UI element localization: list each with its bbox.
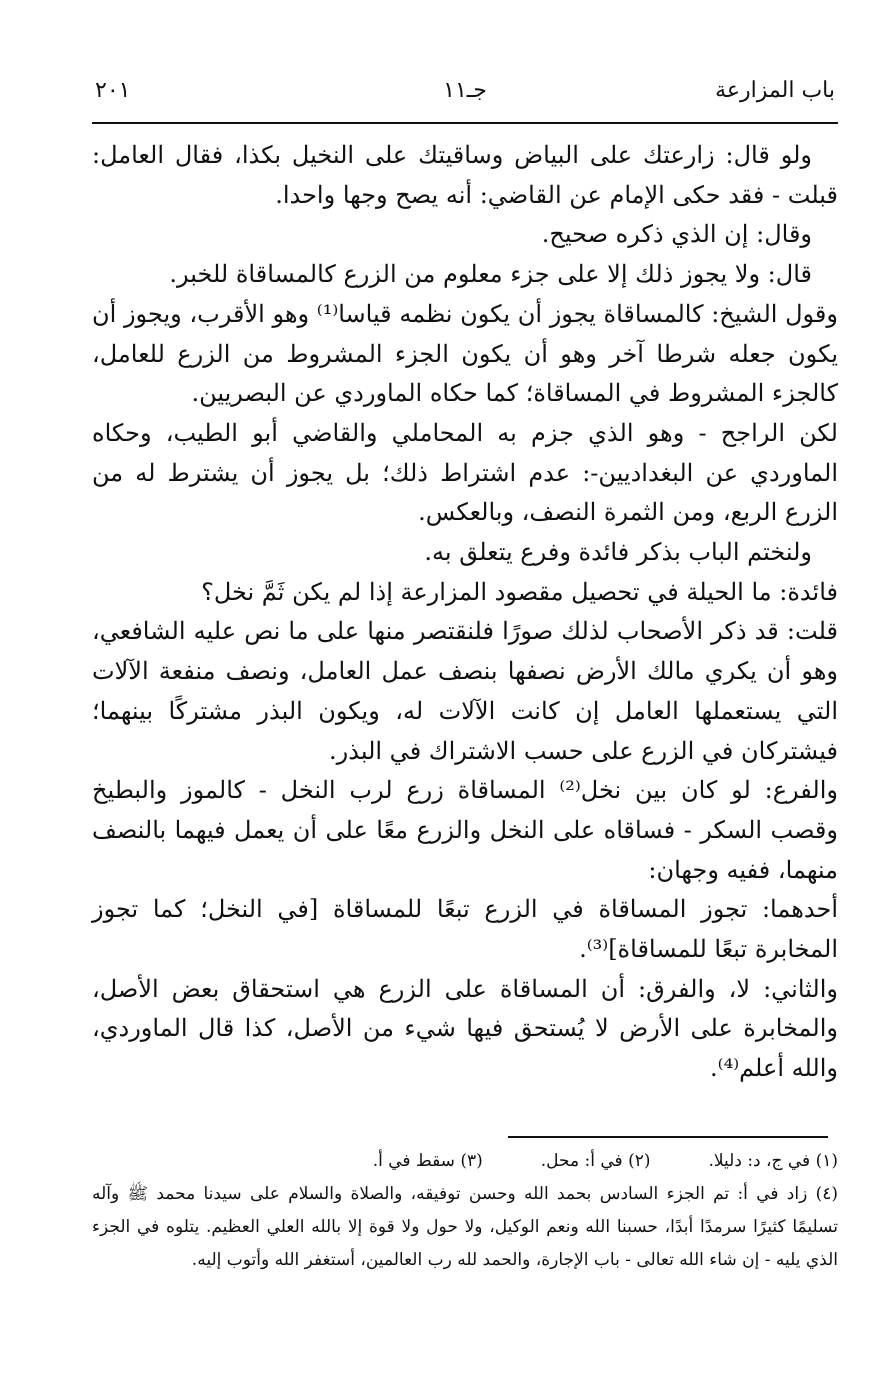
footnote-2: (٢) في أ: محل. xyxy=(540,1151,651,1171)
footnote-3: (٣) سقط في أ. xyxy=(372,1151,483,1171)
footnote-rule xyxy=(508,1136,828,1138)
paragraph: لكن الراجح - وهو الذي جزم به المحاملي والقاضي أبو الطيب، وحكاه الماوردي عن البغداديين-: عدم اشتراط ذلك؛ بل يجوز أن يشترط له من الزرع الربع، ومن الثمرة النصف، وبالعكس. xyxy=(92,418,838,527)
footnote-4: (٤) زاد في أ: تم الجزء السادس بحمد الله وحسن توفيقه، والصلاة والسلام على سيدنا محمد ﷺ وآله تسليمًا كثيرًا سرمدًا أبدًا، حسبنا الله ونعم الوكيل، ولا حول ولا قوة إلا بالله العلي العظيم. يتلوه في الجزء الذي يليه - إن شاء الله تعالى - باب الإجارة، والحمد لله رب العالمين، أستغفر الله وأتوب إليه. xyxy=(92,1184,838,1270)
paragraph: ولنختم الباب بذكر فائدة وفرع يتعلق به. xyxy=(424,538,812,567)
paragraph: وقال: إن الذي ذكره صحيح. xyxy=(541,220,812,249)
footnote-row xyxy=(92,1145,838,1178)
paragraph: فائدة: ما الحيلة في تحصيل مقصود المزارعة إذا لم يكن ثَمَّ نخل؟ xyxy=(201,577,838,606)
paragraph: أحدهما: تجوز المساقاة في الزرع تبعًا للمساقاة [في النخل؛ كما تجوز المخابرة تبعًا للمساقاة]⁽³⁾. xyxy=(92,895,838,964)
paragraph: والفرع: لو كان بين نخل⁽²⁾ المساقاة زرع لرب النخل - كالموز والبطيخ وقصب السكر - فساقاه على النخل والزرع معًا على أن يعمل فيهما بالنصف منهما، ففيه وجهان: xyxy=(92,776,838,884)
footnote-1: (١) في ج، د: دليلا. xyxy=(708,1151,838,1171)
page-header xyxy=(95,78,835,118)
chapter-title: باب المزارعة xyxy=(715,78,835,103)
paragraph: قلت: قد ذكر الأصحاب لذلك صورًا فلنقتصر منها على ما نص عليه الشافعي، وهو أن يكري مالك الأرض نصفها بنصف عمل العامل، ونصف منفعة الآلات التي يستعملها العامل إن كانت الآلات له، ويكون البذر مشتركًا بينهما؛ فيشتركان في الزرع على حسب الاشتراك في البذر. xyxy=(92,617,838,765)
volume-label: جـ١١ xyxy=(443,78,487,103)
paragraph: قال: ولا يجوز ذلك إلا على جزء معلوم من الزرع كالمساقاة للخبر. xyxy=(169,260,812,289)
paragraph: ولو قال: زارعتك على البياض وساقيتك على النخيل بكذا، فقال العامل: قبلت - فقد حكى الإمام عن القاضي: أنه يصح وجها واحدا. xyxy=(92,141,838,209)
paragraph: والثاني: لا، والفرق: أن المساقاة على الزرع هي استحقاق بعض الأصل، والمخابرة على الأرض لا يُستحق فيها شيء من الأصل، كذا قال الماوردي، والله أعلم⁽⁴⁾. xyxy=(92,974,838,1083)
paragraph: وقول الشيخ: كالمساقاة يجوز أن يكون نظمه قياسا⁽¹⁾ وهو الأقرب، ويجوز أن يكون جعله شرطا آخر وهو أن يكون الجزء المشروط من الزرع للعامل، كالجزء المشروط في المساقاة؛ كما حكاه الماوردي عن البصريين. xyxy=(92,299,839,408)
main-text xyxy=(92,136,838,1089)
header-rule xyxy=(92,122,838,124)
page-number: ٢٠١ xyxy=(95,78,131,103)
footnotes xyxy=(92,1145,838,1277)
